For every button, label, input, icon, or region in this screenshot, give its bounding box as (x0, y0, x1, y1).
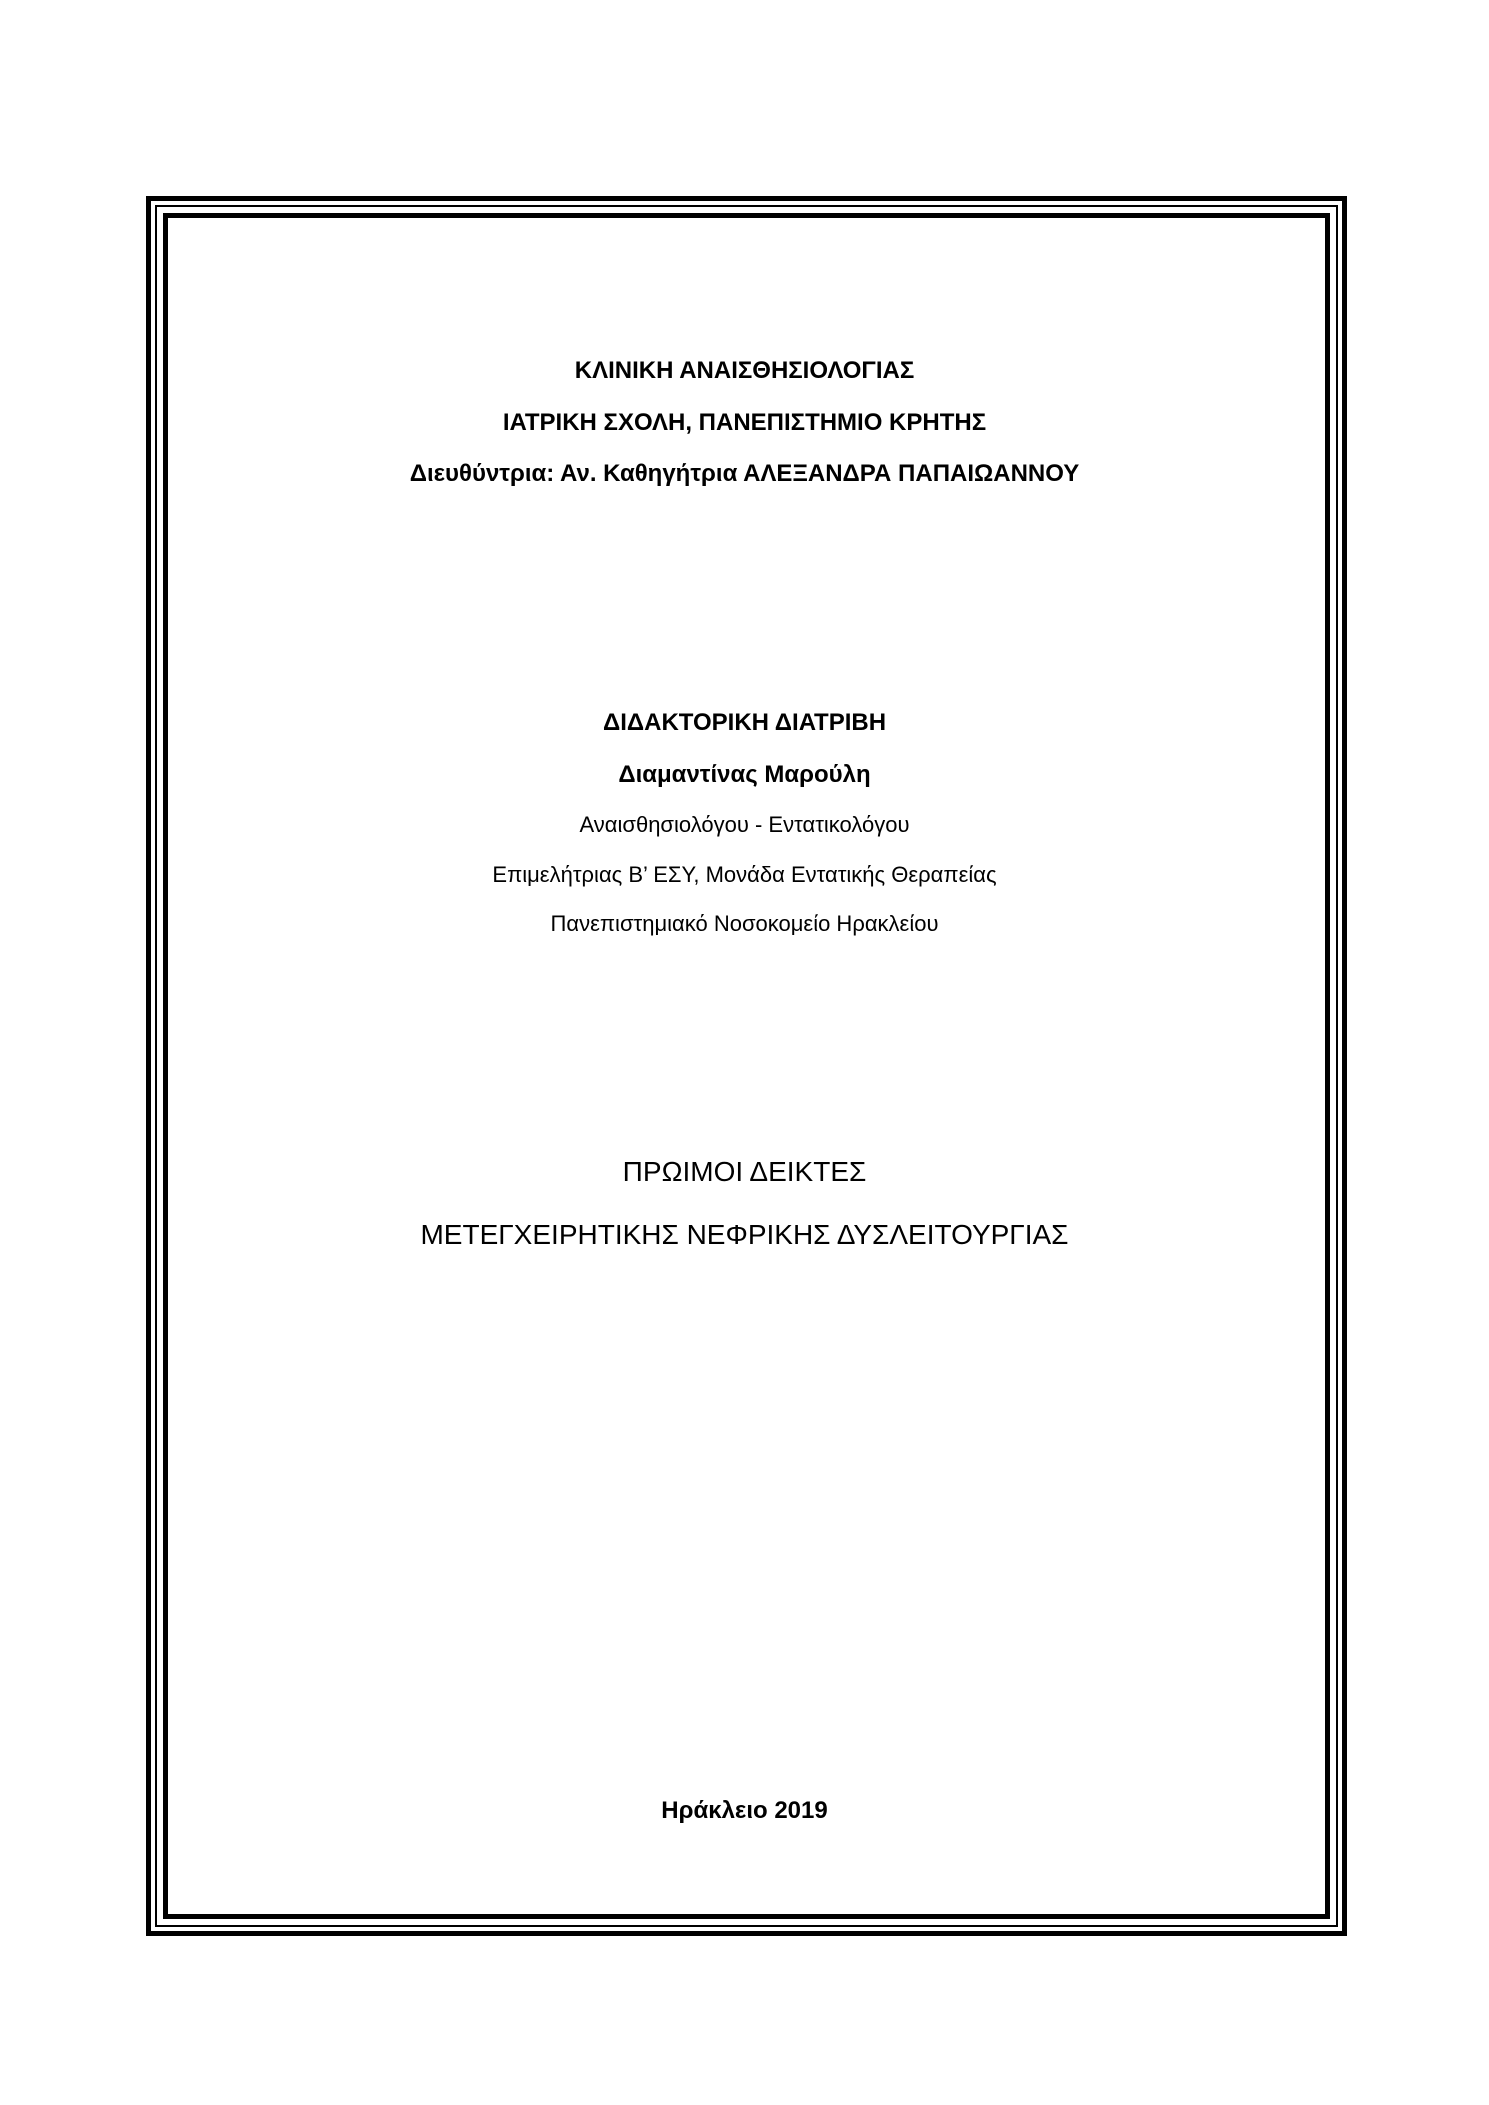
thesis-title-line-1: ΠΡΩΙΜΟΙ ΔΕΙΚΤΕΣ (622, 1156, 867, 1187)
author-name: Διαμαντίνας Μαρούλη (618, 761, 871, 788)
author-position: Επιμελήτριας Β’ ΕΣΥ, Μονάδα Εντατικής Θεραπείας (492, 862, 997, 887)
thesis-type: ΔΙΔΑΚΤΟΡΙΚΗ ΔΙΑΤΡΙΒΗ (602, 709, 887, 736)
clinic-name: ΚΛΙΝΙΚΗ ΑΝΑΙΣΘΗΣΙΟΛΟΓΙΑΣ (574, 357, 915, 384)
school-name: ΙΑΤΡΙΚΗ ΣΧΟΛΗ, ΠΑΝΕΠΙΣΤΗΜΙΟ ΚΡΗΤΗΣ (502, 409, 987, 436)
thesis-title-line-2: ΜΕΤΕΓΧΕΙΡΗΤΙΚΗΣ ΝΕΦΡΙΚΗΣ ΔΥΣΛΕΙΤΟΥΡΓΙΑΣ (420, 1219, 1069, 1250)
author-role: Αναισθησιολόγου - Εντατικολόγου (579, 812, 910, 837)
author-hospital: Πανεπιστημιακό Νοσοκομείο Ηρακλείου (550, 911, 939, 936)
director-line: Διευθύντρια: Αν. Καθηγήτρια ΑΛΕΞΑΝΔΡΑ ΠΑΠΑΙΩΑΝΝΟΥ (409, 460, 1080, 487)
place-year: Ηράκλειο 2019 (661, 1797, 828, 1824)
